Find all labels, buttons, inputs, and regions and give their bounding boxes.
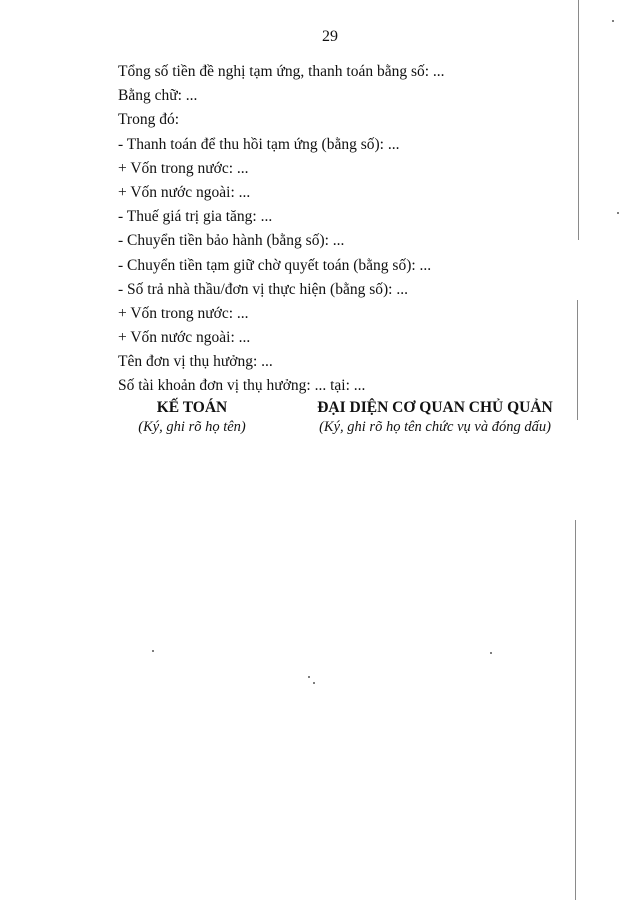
- scan-speck: [152, 650, 154, 652]
- amount-in-words-line: Bằng chữ: ...: [118, 87, 198, 105]
- foreign-capital-line: + Vốn nước ngoài: ...: [118, 183, 251, 201]
- breakdown-heading: Trong đó:: [118, 111, 180, 129]
- accountant-note: (Ký, ghi rõ họ tên): [138, 419, 246, 435]
- scan-margin-line-3: [575, 520, 576, 900]
- scan-margin-line: [578, 0, 579, 240]
- beneficiary-account-line: Số tài khoản đơn vị thụ hưởng: ... tại: ...: [118, 377, 366, 395]
- contractor-payment-line: - Số trả nhà thầu/đơn vị thực hiện (bằng số): ...: [118, 280, 408, 298]
- representative-signature-block: [300, 398, 570, 436]
- domestic-capital-line: + Vốn trong nước: ...: [118, 159, 249, 177]
- foreign-capital-line-2: + Vốn nước ngoài: ...: [118, 329, 251, 347]
- settlement-hold-line: - Chuyển tiền tạm giữ chờ quyết toán (bằng số): ...: [118, 256, 432, 274]
- scan-margin-line-2: [577, 300, 578, 420]
- scan-speck: [612, 20, 614, 22]
- domestic-capital-line-2: + Vốn trong nước: ...: [118, 304, 249, 322]
- scan-speck: [313, 682, 315, 684]
- accountant-title: KẾ TOÁN: [156, 399, 228, 416]
- total-amount-line: Tổng số tiền đề nghị tạm ứng, thanh toán bằng số: ...: [118, 63, 445, 80]
- scan-speck: [308, 676, 310, 678]
- scan-speck: [490, 652, 492, 654]
- beneficiary-name-line: Tên đơn vị thụ hưởng: ...: [118, 353, 273, 371]
- document-body: [118, 60, 558, 399]
- accountant-signature-block: [112, 398, 272, 436]
- representative-note: (Ký, ghi rõ họ tên chức vụ và đóng dấu): [319, 419, 551, 435]
- scan-speck: [617, 212, 619, 214]
- warranty-transfer-line: - Chuyển tiền bảo hành (bằng số): ...: [118, 232, 345, 250]
- representative-title: ĐẠI DIỆN CƠ QUAN CHỦ QUẢN: [317, 399, 553, 416]
- page-number: 29: [322, 28, 338, 45]
- advance-recovery-line: - Thanh toán để thu hồi tạm ứng (bằng số): ...: [118, 135, 400, 153]
- vat-line: - Thuế giá trị gia tăng: ...: [118, 208, 273, 226]
